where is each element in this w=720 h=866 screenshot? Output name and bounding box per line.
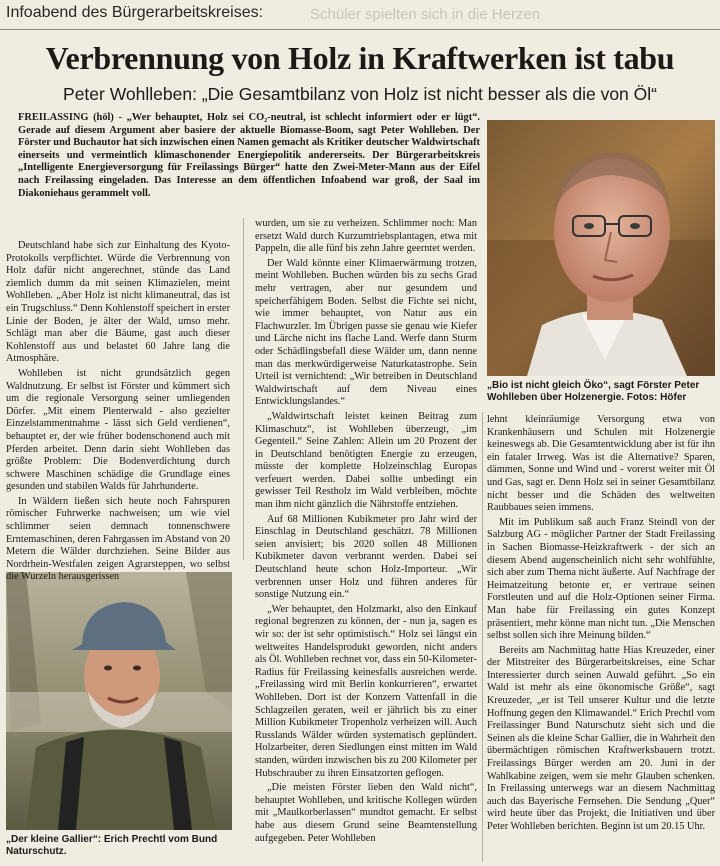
paragraph: „Die meisten Förster lieben den Wald nicht“, behauptet Wohlleben, und kritische Kollegen würden mit „Maulkorberlassen“ mundtot gemacht. Er selbst habe aus diesem Grund seine Beamtenstellung aufgegeben. Peter Wohlleben	[255, 782, 477, 844]
headline: Verbrennung von Holz in Kraftwerken ist tabu	[45, 40, 675, 76]
paragraph: Der Wald könnte einer Klimaerwärmung trotzen, meint Wohlleben. Buchen würden bis zu sechs Grad mehr vertragen, aber nur gesundem und speicherfähigem Boden. Selbst die Fichte sei nicht, wie immer behauptet, von Natur aus ein Flachwurzler. Im Übrigen passe sie genau wie Kiefer und Lärche nicht ins flache Land. Werfe dann Sturm oder Schädlingsbefall diese Wälder um, dann nenne man das merkwürdigerweise Naturkatastrophe. Sein Urteil ist vernichtend: „Wir betreiben in Deutschland Waldwirtschaft auf dem Niveau eines Entwicklungslandes.“	[255, 257, 477, 408]
column-divider	[243, 218, 244, 560]
subheadline: Peter Wohlleben: „Die Gesamtbilanz von Holz ist nicht besser als die von Öl“	[63, 84, 657, 104]
portrait-photo-wohlleben	[487, 120, 715, 376]
paragraph: lehnt kleinräumige Versorgung etwa von Krankenhäusern und Schulen mit Holzenergie keineswegs ab. Die Gesamtentwicklung aber ist für ihn ein fataler Irrweg. Was ist die Alternative? Sparen, dämmen, Sonne und Wind und - vorerst weiter mit Öl und Gas, sagt er. Denn Holz sei in seiner Gesamtbilanz nicht besser und die Schäden des weltweiten Raubbaues seien immens.	[487, 414, 715, 514]
top-rule	[0, 29, 720, 30]
article-column-3	[487, 414, 715, 862]
lead-paragraph: FREILASSING (höl) - „Wer behauptet, Holz sei CO₂-neutral, ist schlecht informiert oder er lügt“. Gerade auf diesem Argument aber basiere der aktuelle Biomasse-Boom, sagt Peter Wohlleben. Der Förster und Buchautor hat sich inzwischen einen Namen gemacht als Kritiker deutscher Waldwirtschaft einerseits und vermeintlich klimaschonender Energiepolitik andererseits. Der Bürgerarbeitskreis „Intelligente Energieversorgung für Freilassings Bürger“ hatte den Zwei-Meter-Mann aus der Eifel nach Freilassing eingeladen. Das Interesse an dem öffentlichen Infoabend war groß, der Saal im Diakoniehaus gerammelt voll.	[18, 112, 480, 199]
paragraph: „Waldwirtschaft leistet keinen Beitrag zum Klimaschutz“, ist Wohlleben überzeugt, „im Gegenteil.“ Seine Zahlen: Allein um 20 Prozent der in Deutschland benötigten Energie zu erzeugen, müsste der komplette Holzeinschlag Europas verfeuert werden. Dabei sollte unbedingt ein gewisser Teil Restholz im Wald verbleiben, möchte man ihm nicht gänzlich die Nährstoffe entziehen.	[255, 410, 477, 511]
paragraph: „Wer behauptet, den Holzmarkt, also den Einkauf regional begrenzen zu können, der - nun ja, sagen es wir so: der ist sehr optimistisch.“ Holz sei längst ein weltweites Handelsprodukt geworden, nicht anders als Öl. Wohlleben rechnet vor, dass ein 50-Kilometer-Radius für Freilassing keinesfalls ausreichen werde. „Freilassing wird mit Berlin konkurrieren“, erwartet Wohlleben. Dort ist der Konzern Vattenfall in die Schlagzeilen geraten, weil er jährlich bis zu einer Million Kubikmeter Tropenholz verheizen will. Auch Russlands Wälder würden systematisch geplündert. Holzarbeiter, deren Siedlungen einst mitten im Wald standen, würden inzwischen bis zu 200 Kilometer per Hubschrauber zu ihren Einsatzorten geflogen.	[255, 603, 477, 779]
paragraph: Deutschland habe sich zur Einhaltung des Kyoto-Protokolls verpflichtet. Würde die Verbrennung von Holz dafür nicht angerechnet, stünde das Land ziemlich dumm da mit seinen Klimazielen, meint Wohlleben. „Aber Holz ist nicht klimaneutral, das ist ein Trugschluss.“ Denn Kohlenstoff speichert in erster Linie der Boden, je älter der Wald, umso mehr. Schlägt man aber die Bäume, gast auch dieser Kohlenstoff aus und belastet 60 Jahre lang die Atmosphäre.	[6, 240, 230, 365]
paragraph: wurden, um sie zu verheizen. Schlimmer noch: Man ersetzt Wald durch Kurzumtriebsplantagen, etwa mit Pappeln, die alle fünf bis zehn Jahre geerntet werden.	[255, 218, 477, 255]
paragraph: Wohlleben ist nicht grundsätzlich gegen Waldnutzung. Er selbst ist Förster und kümmert sich um die regionale Versorgung seiner umliegenden Dörfer. „Mit einem Plenterwald - also gezielter Einzelstammentnahme - lässt sich Geld verdienen“, behauptet er, der wie früher bodenschonend auch mit Pferden arbeitet. Denn darin sieht Wohlleben das größte Problem: Die Bodenverdichtung durch schwere Maschinen schädige die Grundlage eines gesunden und stabilen Walds für Jahrhunderte.	[6, 367, 230, 493]
faded-neighbor-headline: Schüler spielten sich in die Herzen	[310, 6, 541, 23]
column-divider	[482, 412, 483, 862]
article-column-2	[255, 218, 477, 860]
paragraph: Bereits am Nachmittag hatte Hias Kreuzeder, einer der Mitstreiter des Bürgerarbeitskreises, eine Schar Interessierter durch seinen Auwald geführt. „So ein Wald ist mehr als eine ökonomische Größe“, sagt Kreuzeder, „er ist Teil unserer Kultur und die letzte Hoffnung gegen den Klimawandel.“ Erich Prechtl vom Freilassinger Bund Naturschutz sieht sich und die Seinen als die kleine Schar Gallier, die in Wahrheit den übermächtigen römischen Kraftwerksbauern trotzt. Freilassings Bürger werden am 20. Juni in der Wahlkabine zeigen, wem sie mehr Glauben schenken. In Freilassing unterwegs war an diesem Nachmittag auch das Bayerische Fernsehen. Die Sendung „Quer“ wird heute über das Projekt, die Initiativen und über Peter Wohlleben berichten. Beginn ist um 20.15 Uhr.	[487, 644, 715, 832]
photo-caption-bottom-left: „Der kleine Gallier“: Erich Prechtl vom Bund Naturschutz.	[6, 834, 218, 857]
paragraph: In Wäldern ließen sich heute noch Fahrspuren römischer Fuhrwerke nachweisen; um wie viel schlimmer seien demnach tonnenschwere Erntemaschinen, deren Fahrgassen im Abstand von 20 Metern die Wälder durchziehen. Seine Bilder aus Nordrhein-Westfalen zeigen Agrarsteppen, wo selbst die Wurzeln herausgerissen	[6, 495, 230, 583]
paragraph: Auf 68 Millionen Kubikmeter pro Jahr wird der Einschlag in Deutschland geschätzt. 78 Millionen seien anvisiert; bis 2020 sollen 48 Millionen Kubikmeter davon verbrannt werden. Dabei sei Deutschland heute schon Holz-Importeur. „Wir verbrennen unser Holz und führen anderes für sonstige Nutzung ein.“	[255, 513, 477, 601]
photo-prechtl	[6, 572, 232, 830]
photo-caption-top-right: „Bio ist nicht gleich Öko“, sagt Förster Peter Wohlleben über Holzenergie. Fotos: Höfer	[487, 380, 700, 403]
article-column-1	[6, 240, 230, 583]
kicker: Infoabend des Bürgerarbeitskreises:	[6, 4, 264, 21]
paragraph: Mit im Publikum saß auch Franz Steindl von der Salzburg AG - möglicher Partner der Stadt Freilassing in Sachen Biomasse-Heizkraftwerk - der sich an diesem Abend augenscheinlich nicht sehr wohlfühlte, sich aber zum Thema nicht äußerte. Auf Nachfrage der Heimatzeitung betonte er, er vertraue seinen Forstleuten und auf die Holz-Optionen seiner Firma. Man habe für Freilassing ein gutes Konzept präsentiert, mehr könne man nicht tun. „Die Menschen selbst sollen sich ihre Meinung bilden.“	[487, 516, 715, 642]
